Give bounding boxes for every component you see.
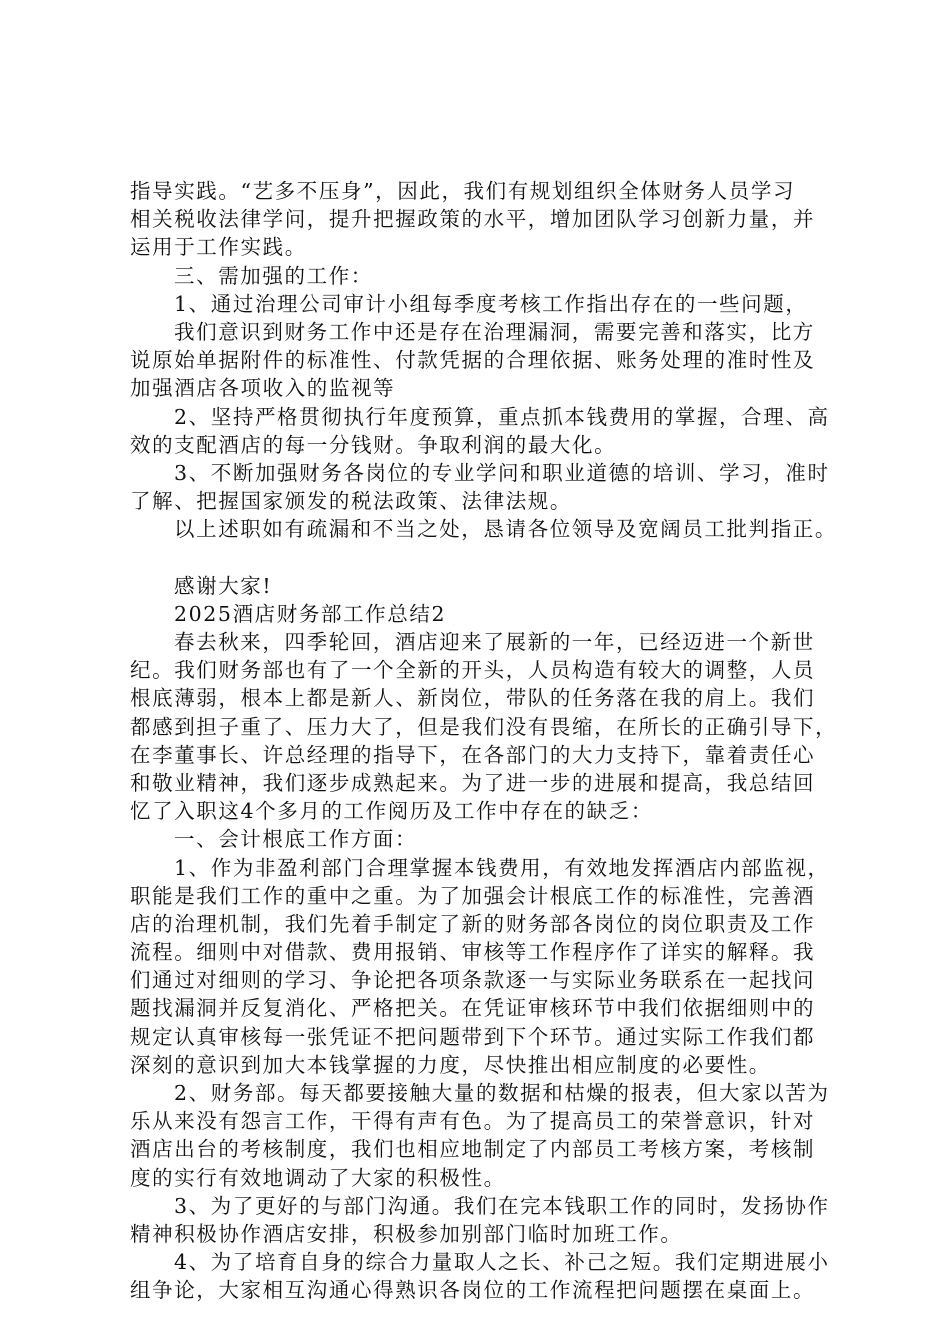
text-line: 以上述职如有疏漏和不当之处，恳请各位领导及宽阔员工批判指正。 (174, 517, 837, 542)
text-line: 店的治理机制，我们先着手制定了新的财务部各岗位的岗位职责及工作 (130, 911, 816, 936)
text-line: 酒店出台的考核制度，我们也相应地制定了内部员工考核方案，考核制 (130, 1137, 816, 1162)
text-line: 和敬业精神，我们逐步成熟起来。为了进一步的进展和提高，我总结回 (130, 770, 816, 795)
text-line: 相关税收法律学问，提升把握政策的水平，增加团队学习创新力量，并 (130, 207, 816, 232)
text-line: 三、需加强的工作： (174, 263, 373, 288)
text-line: 纪。我们财务部也有了一个全新的开头，人员构造有较大的调整，人员 (130, 658, 816, 683)
text-line: 题找漏洞并反复消化、严格把关。在凭证审核环节中我们依据细则中的 (130, 996, 816, 1021)
text-line: 在李董事长、许总经理的指导下，在各部门的大力支持下，靠着责任心 (130, 742, 816, 767)
text-line: 效的支配酒店的每一分钱财。争取利润的最大化。 (130, 432, 617, 457)
text-line: 一、会计根底工作方面： (174, 827, 418, 852)
text-line: 忆了入职这4个多月的工作阅历及工作中存在的缺乏： (130, 799, 653, 824)
text-line: 根底薄弱，根本上都是新人、新岗位，带队的任务落在我的肩上。我们 (130, 686, 816, 711)
text-line: 流程。细则中对借款、费用报销、审核等工作程序作了详实的解释。我 (130, 940, 816, 965)
text-line: 春去秋来，四季轮回，酒店迎来了展新的一年，已经迈进一个新世 (174, 630, 815, 654)
text-line: 3、不断加强财务各岗位的专业学问和职业道德的培训、学习，准时 (174, 460, 830, 485)
text-line: 说原始单据附件的标准性、付款凭据的合理依据、账务处理的准时性及 (130, 348, 816, 373)
text-line: 度的实行有效地调动了大家的积极性。 (130, 1165, 506, 1190)
text-line: 都感到担子重了、压力大了，但是我们没有畏缩，在所长的正确引导下， (130, 714, 838, 739)
text-line: 乐从来没有怨言工作，干得有声有色。为了提高员工的荣誉意识，针对 (130, 1109, 816, 1134)
text-line: 4、为了培育自身的综合力量取人之长、补己之短。我们定期进展小 (174, 1250, 830, 1275)
text-line: 精神积极协作酒店安排，积极参加别部门临时加班工作。 (130, 1221, 683, 1246)
text-line: 加强酒店各项收入的监视等 (130, 376, 396, 401)
text-line: 深刻的意识到加大本钱掌握的力度，尽快推出相应制度的必要性。 (130, 1052, 771, 1077)
text-line: 2、坚持严格贯彻执行年度预算，重点抓本钱费用的掌握，合理、高 (174, 404, 830, 429)
text-line: 了解、把握国家颁发的税法政策、法律法规。 (130, 489, 572, 514)
text-line: 感谢大家! (174, 573, 273, 598)
text-line: 1、作为非盈利部门合理掌握本钱费用，有效地发挥酒店内部监视， (174, 855, 830, 880)
text-line: 指导实践。“艺多不压身”，因此，我们有规划组织全体财务人员学习 (130, 179, 796, 203)
text-line: 2、财务部。每天都要接触大量的数据和枯燥的报表，但大家以苦为 (174, 1081, 830, 1105)
text-line: 规定认真审核每一张凭证不把问题带到下个环节。通过实际工作我们都 (130, 1024, 816, 1049)
blank-line (130, 543, 840, 571)
text-line: 1、通过治理公司审计小组每季度考核工作指出存在的一些问题， (174, 291, 808, 316)
text-line: 3、为了更好的与部门沟通。我们在完本钱职工作的同时，发扬协作 (174, 1193, 830, 1218)
text-line: 职能是我们工作的重中之重。为了加强会计根底工作的标准性，完善酒 (130, 883, 816, 908)
text-line: 们通过对细则的学习、争论把各项条款逐一与实际业务联系在一起找问 (130, 968, 816, 993)
text-line: 运用于工作实践。 (130, 235, 307, 260)
document-body (130, 177, 840, 1305)
text-line: 组争论，大家相互沟通心得熟识各岗位的工作流程把问题摆在桌面上。 (130, 1278, 816, 1303)
text-line: 2025酒店财务部工作总结2 (174, 601, 447, 626)
text-line: 我们意识到财务工作中还是存在治理漏洞，需要完善和落实，比方 (174, 319, 815, 344)
